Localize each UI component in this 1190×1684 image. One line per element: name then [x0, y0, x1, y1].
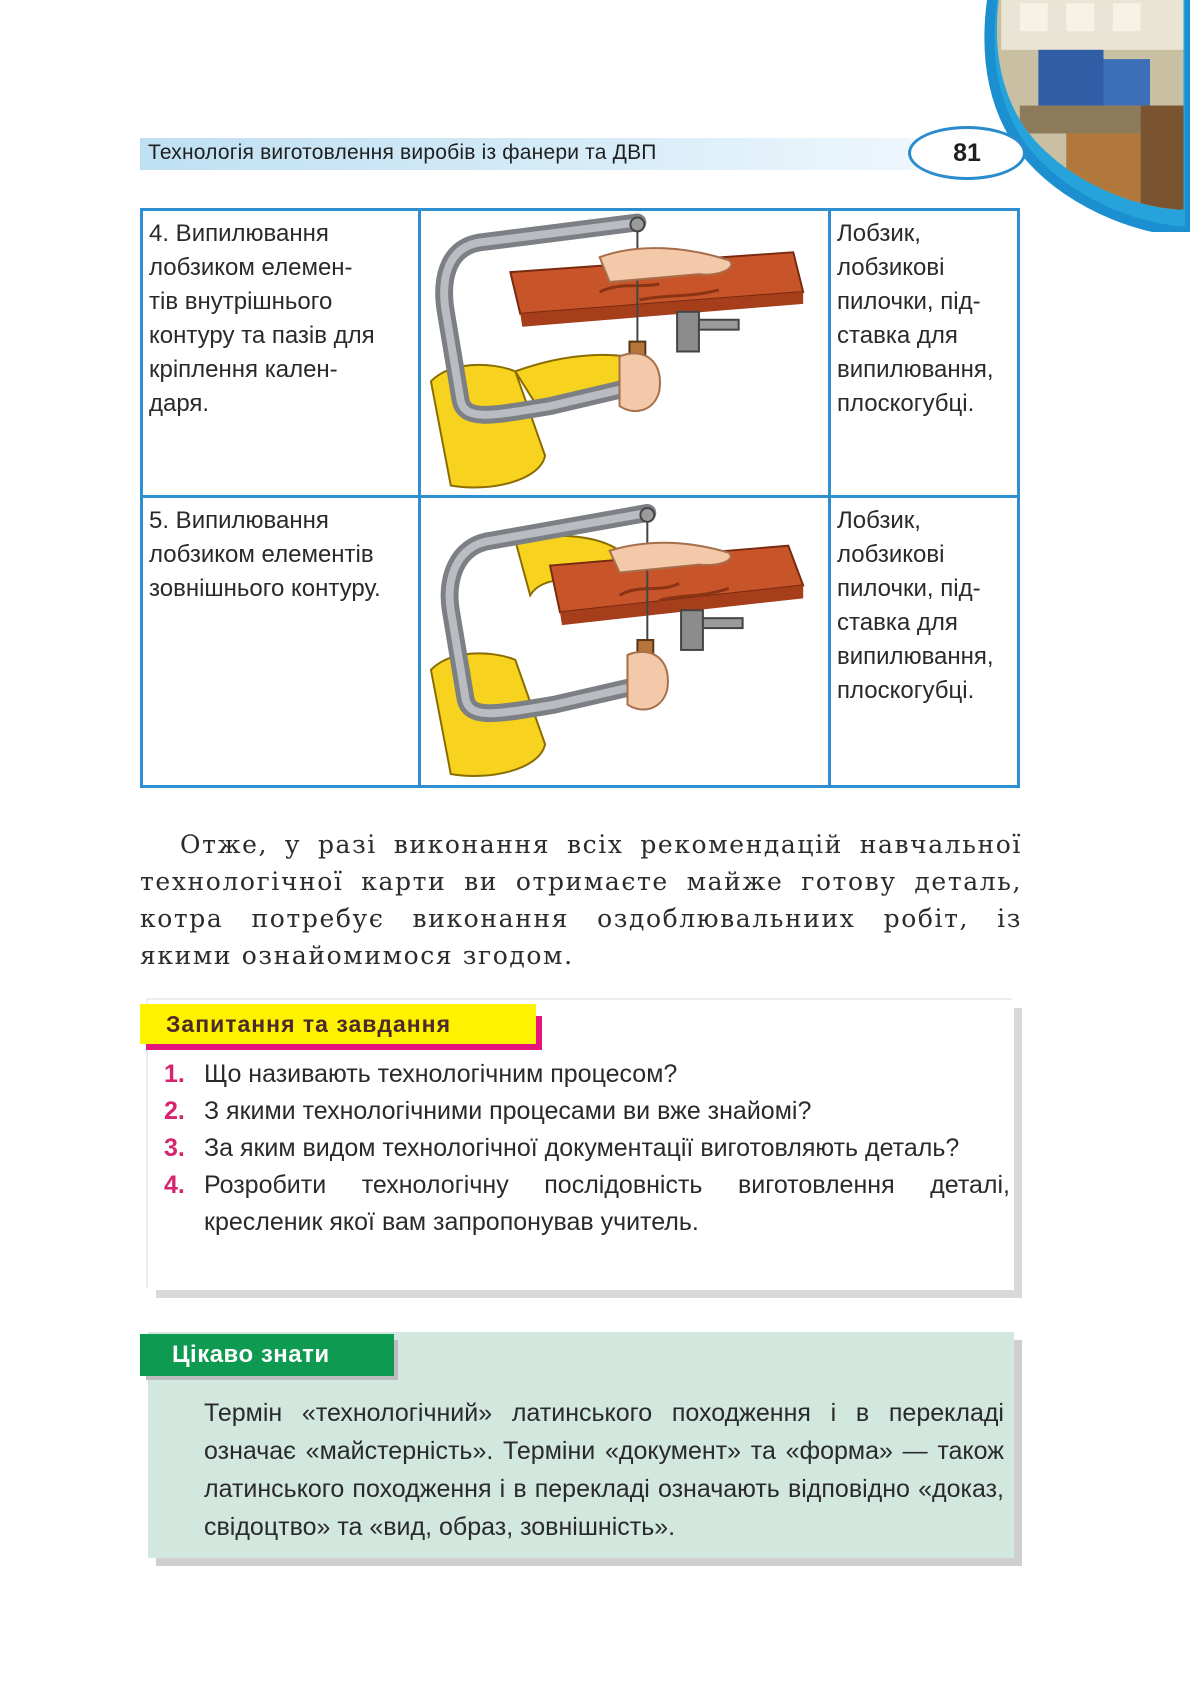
fact-text: Термін «технологічний» латинського походження і в перекладі означає «майстерність». Терміни «документ» та «форма» — також латинського походження і в перекладі означають відповідно «доказ, свідоцтво» та «вид, образ, зовнішність».: [204, 1399, 1004, 1541]
list-item: [164, 1167, 1010, 1241]
question-number: 3.: [164, 1134, 185, 1162]
question-text: Розробити технологічну послідовність виготовлення деталі, кресленик якої вам запропонував учитель.: [204, 1171, 1010, 1236]
illustration-cell: [421, 211, 831, 495]
page-number-badge: 81: [908, 126, 1026, 180]
fretsaw-outer-contour-illustration: [421, 498, 828, 785]
list-item: [164, 1056, 1010, 1093]
fretsaw-inner-contour-illustration: [421, 211, 828, 495]
list-item: [164, 1130, 1010, 1167]
tools-list: Лобзик, лобзикові пилочки, під- ставка для випилювання, плоскогубці.: [837, 507, 994, 704]
questions-heading: Запитання та завдання: [140, 1004, 536, 1044]
table-row: [143, 498, 1017, 785]
tools-list: Лобзик, лобзикові пилочки, під- ставка для випилювання, плоскогубці.: [837, 220, 994, 417]
step-description: 4. Випилювання лобзиком елемен- тів внутрішнього контуру та пазів для кріплення кален- даря.: [149, 220, 375, 417]
process-table: [140, 208, 1020, 788]
running-header-title: Технологія виготовлення виробів із фанери та ДВП: [148, 141, 657, 164]
question-number: 1.: [164, 1060, 185, 1088]
fact-heading: Цікаво знати: [140, 1334, 394, 1376]
question-text: З якими технологічними процесами ви вже знайомі?: [204, 1097, 812, 1125]
workshop-photo: [954, 0, 1190, 232]
question-number: 2.: [164, 1097, 185, 1125]
question-text: За яким видом технологічної документації виготовляють деталь?: [204, 1134, 960, 1162]
step-cell: [143, 498, 421, 785]
tools-cell: [831, 498, 1017, 785]
illustration-cell: [421, 498, 831, 785]
tools-cell: [831, 211, 1017, 495]
summary-paragraph: Отже, у разі виконання всіх рекомендацій навчальної технологічної карти ви отримаєте майже готову деталь, котра потребує виконання оздоблювальниих робіт, із якими ознайомимося згодом.: [140, 830, 1022, 970]
step-description: 5. Випилювання лобзиком елементів зовнішнього контуру.: [149, 507, 381, 602]
table-row: [143, 211, 1017, 498]
list-item: [164, 1093, 1010, 1130]
question-text: Що називають технологічним процесом?: [204, 1060, 678, 1088]
questions-list: [164, 1056, 1010, 1241]
step-cell: [143, 211, 421, 495]
question-number: 4.: [164, 1171, 185, 1199]
